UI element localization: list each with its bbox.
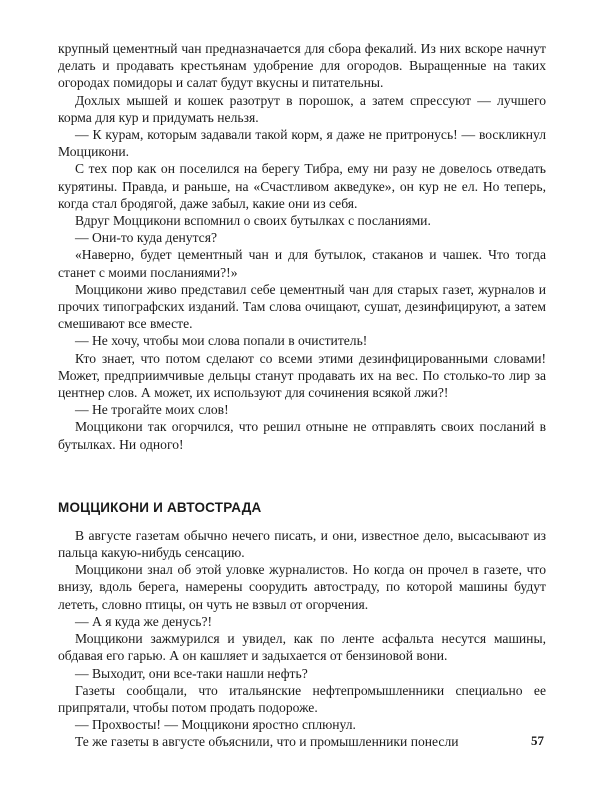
paragraph: «Наверно, будет цементный чан и для бутылок, стаканов и чашек. Что тогда станет с моими посланиями?!» (58, 247, 546, 280)
text-block-bottom (58, 527, 546, 751)
paragraph: Моццикони знал об этой уловке журналистов. Но когда он прочел в газете, что внизу, вдоль берега, намерены соорудить автостраду, по которой машины будут лететь, словно птицы, он чуть не взвыл от огорчения. (58, 562, 546, 612)
paragraph: — Не трогайте моих слов! (75, 402, 229, 418)
paragraph: — К курам, которым задавали такой корм, я даже не притронусь! — воскликнул Моццикони. (58, 127, 546, 160)
paragraph: крупный цементный чан предназначается для сбора фекалий. Из них вскоре начнут делать и продавать крестьянам удобрение для огородов. Выращенные на таких огородах помидоры и салат будут вкусны и питательны. (58, 41, 546, 91)
page-number: 57 (531, 733, 544, 748)
paragraph: Дохлых мышей и кошек разотрут в порошок, а затем спрессуют — лучшего корма для кур и придумать нельзя. (58, 92, 546, 125)
paragraph: Моццикони зажмурился и увидел, как по ленте асфальта несутся машины, обдавая его гарью. А он кашляет и задыхается от бензиновой вони. (58, 631, 546, 664)
paragraph: В августе газетам обычно нечего писать, и они, известное дело, высасывают из пальца какую-нибудь сенсацию. (58, 527, 546, 561)
paragraph: — Не хочу, чтобы мои слова попали в очиститель! (75, 333, 368, 349)
paragraph: — Прохвосты! — Моццикони яростно сплюнул. (75, 717, 356, 733)
paragraph: Моццикони живо представил себе цементный чан для старых газет, журналов и прочих типографских изданий. Там слова очищают, сушат, дезинфицируют, а затем смешивают все вместе. (58, 281, 546, 332)
text-block-top (58, 40, 546, 453)
paragraph: — А я куда же денусь?! (75, 613, 213, 629)
paragraph: — Они-то куда денутся? (75, 230, 217, 246)
section-heading: МОЦЦИКОНИ И АВТОСТРАДА (58, 499, 262, 515)
paragraph: Те же газеты в августе объяснили, что и промышленники понесли (75, 734, 459, 750)
paragraph: Вдруг Моццикони вспомнил о своих бутылках с посланиями. (75, 213, 431, 229)
paragraph: Газеты сообщали, что итальянские нефтепромышленники специально ее припрятали, чтобы потом продать подороже. (58, 682, 546, 715)
paragraph: — Выходит, они все-таки нашли нефть? (75, 665, 308, 681)
paragraph: Моццикони так огорчился, что решил отныне не отправлять своих посланий в бутылках. Ни одного! (58, 419, 546, 452)
paragraph: С тех пор как он поселился на берегу Тибра, ему ни разу не довелось отведать курятины. Правда, и раньше, на «Счастливом акведуке», он кур не ел. Но теперь, когда стал бродягой, даже забыл, какие они из себя. (58, 161, 546, 211)
paragraph: Кто знает, что потом сделают со всеми этими дезинфицированными словами! Может, предприимчивые дельцы станут продавать их на вес. По столько-то лир за центнер слов. А может, их используют для сочинения всякой лжи?! (58, 350, 546, 401)
page-body (58, 40, 546, 751)
